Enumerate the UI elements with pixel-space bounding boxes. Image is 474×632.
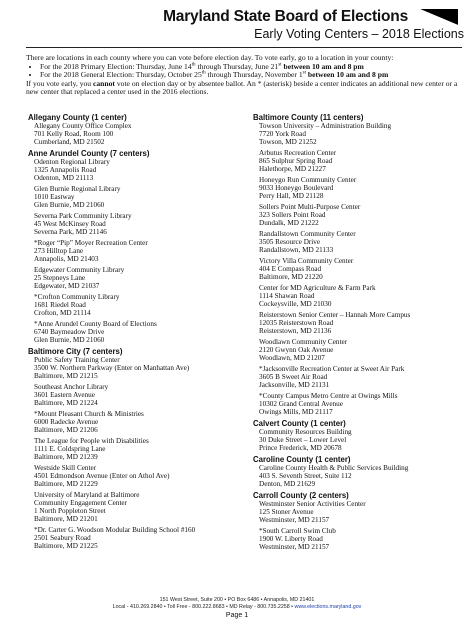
voting-center	[28, 383, 228, 407]
address-line: 865 Sulphur Spring Road	[259, 157, 333, 166]
voting-center	[253, 428, 453, 452]
address-line: Towson University – Administration Building	[259, 122, 392, 130]
address-line: Towson, MD 21252	[259, 138, 317, 147]
header-divider	[26, 47, 462, 48]
address-line: 25 Stepneys Lane	[34, 274, 86, 282]
voting-center	[253, 500, 453, 524]
voting-center	[28, 464, 228, 488]
address-line: Baltimore, MD 21239	[34, 452, 98, 461]
flag-icon	[420, 9, 458, 25]
address-line: 3500 W. Northern Parkway (Enter on Manhattan Ave)	[34, 363, 190, 372]
address-line: Reisterstown Senior Center – Hannah More Campus	[259, 310, 411, 319]
early-voting-note: If you vote early, you cannot vote on election day or by absentee ballot. An * (asterisk) beside a center indicates an additional new center or a new center that replaced a center used in the 2016 elections.	[26, 78, 458, 96]
county-heading: Anne Arundel County (7 centers)	[28, 148, 150, 158]
address-line: 6740 Baymeadow Drive	[34, 327, 105, 336]
voting-center	[28, 356, 228, 380]
address-line: Halethorpe, MD 21227	[259, 165, 326, 174]
voting-center	[253, 365, 453, 389]
address-line: 3605 B Sweet Air Road	[259, 372, 328, 381]
county-heading: Allegany County (1 center)	[28, 113, 127, 122]
page-number: Page 1	[225, 612, 249, 619]
general-election-dates: • For the 2018 General Election: Thursday, October 25th through Thursday, November 1st between 10 am and 8 pm	[40, 71, 458, 80]
voting-center	[253, 464, 453, 488]
address-line: Westside Skill Center	[34, 463, 97, 472]
address-line: Public Safety Training Center	[34, 355, 120, 364]
voting-center	[28, 122, 228, 146]
address-line: Owings Mills, MD 21117	[259, 408, 333, 416]
address-line: Severna Park, MD 21146	[34, 228, 107, 237]
address-line: Baltimore, MD 21215	[34, 372, 98, 381]
voting-center	[253, 257, 453, 281]
address-line: 12035 Reisterstown Road	[259, 318, 334, 327]
page-title: Maryland State Board of Elections	[163, 8, 408, 25]
address-line: Randallstown Community Center	[259, 229, 356, 238]
address-line: 323 Sollers Point Road	[259, 211, 326, 220]
address-line: 30 Duke Street – Lower Level	[259, 435, 347, 444]
address-line: Southeast Anchor Library	[34, 382, 109, 391]
address-line: Caroline County Health & Public Services Building	[259, 463, 409, 472]
county-heading: Baltimore County (11 centers)	[253, 113, 364, 122]
address-line: 7720 York Road	[259, 130, 306, 139]
address-line: *Crofton Community Library	[34, 292, 120, 301]
address-line: Allegany County Office Complex	[34, 122, 132, 130]
address-line: Prince Frederick, MD 20678	[259, 443, 342, 452]
voting-center	[28, 212, 228, 236]
address-line: Reisterstown, MD 21136	[259, 327, 332, 336]
voting-center	[253, 392, 453, 416]
address-line: Edgewater Community Library	[34, 265, 125, 274]
address-line: Cumberland, MD 21502	[34, 138, 105, 147]
address-line: Odenton, MD 21113	[34, 174, 94, 183]
address-line: Community Engagement Center	[34, 498, 128, 507]
election-dates-list	[26, 63, 458, 80]
address-line: 10302 Grand Central Avenue	[259, 399, 343, 408]
address-line: 3505 Resource Drive	[259, 238, 321, 247]
voting-center	[28, 185, 228, 209]
address-line: 1 North Poppleton Street	[34, 506, 106, 515]
intro-paragraph: There are locations in each county where you can vote before election day. To vote early, go to a location in your county:	[26, 53, 394, 62]
address-line: 3601 Eastern Avenue	[34, 390, 95, 399]
address-line: 1111 E. Coldspring Lane	[34, 444, 106, 453]
address-line: Victory Villa Community Center	[259, 256, 354, 265]
page-header	[0, 0, 474, 54]
address-line: Dundalk, MD 21222	[259, 219, 319, 228]
address-line: 1900 W. Liberty Road	[259, 534, 323, 543]
address-line: Center for MD Agriculture & Farm Park	[259, 283, 376, 292]
address-line: The League for People with Disabilities	[34, 436, 149, 445]
voting-center	[28, 437, 228, 461]
address-line: Severna Park Community Library	[34, 211, 132, 220]
address-line: 701 Kelly Road, Room 100	[34, 130, 114, 139]
address-line: Denton, MD 21629	[259, 479, 316, 488]
address-line: Perry Hall, MD 21128	[259, 192, 324, 201]
address-line: *Mount Pleasant Church & Ministries	[34, 409, 144, 418]
address-line: University of Maryland at Baltimore	[34, 490, 140, 499]
address-line: Glen Burnie, MD 21060	[34, 336, 105, 345]
primary-election-dates: • For the 2018 Primary Election: Thursday, June 14th through Thursday, June 21st between 10 am and 8 pm	[40, 63, 458, 72]
voting-center	[253, 284, 453, 308]
county-heading: Carroll County (2 centers)	[253, 490, 349, 500]
address-line: 2501 Seabury Road	[34, 533, 91, 542]
address-line: Annapolis, MD 21403	[34, 255, 99, 264]
address-line: Honeygo Run Community Center	[259, 175, 357, 184]
address-line: *Dr. Carter G. Woodson Modular Building School #160	[34, 525, 196, 534]
address-line: Baltimore, MD 21229	[34, 479, 98, 488]
address-line: Cockeysville, MD 21030	[259, 300, 332, 309]
address-line: Odenton Regional Library	[34, 157, 110, 166]
address-line: *Roger “Pip” Moyer Recreation Center	[34, 238, 148, 247]
address-line: Jacksonville, MD 21131	[259, 381, 330, 390]
page-footer	[0, 597, 474, 611]
left-column	[28, 111, 228, 553]
right-column	[253, 111, 453, 554]
intro-text	[26, 54, 458, 97]
address-line: Woodlawn Community Center	[259, 337, 348, 346]
voting-center	[253, 527, 453, 551]
voting-center	[28, 410, 228, 434]
voting-center	[28, 158, 228, 182]
county-heading: Baltimore City (7 centers)	[28, 346, 123, 356]
address-line: 9033 Honeygo Boulevard	[259, 184, 334, 193]
voting-center	[253, 149, 453, 173]
address-line: 4501 Edmondson Avenue (Enter on Athol Ave)	[34, 471, 170, 480]
address-line: Baltimore, MD 21225	[34, 542, 98, 551]
county-heading: Caroline County (1 center)	[253, 454, 351, 464]
voting-center	[253, 338, 453, 362]
county-heading: Calvert County (1 center)	[253, 418, 346, 428]
address-line: Glen Burnie Regional Library	[34, 184, 121, 193]
address-line: Randallstown, MD 21133	[259, 246, 334, 255]
address-line: 1325 Annapolis Road	[34, 166, 97, 175]
page-subtitle: Early Voting Centers – 2018 Elections	[254, 27, 464, 41]
address-line: 45 West McKinsey Road	[34, 220, 106, 229]
voting-center	[253, 311, 453, 335]
address-line: 6000 Radecke Avenue	[34, 417, 99, 426]
address-line: Baltimore, MD 21224	[34, 399, 98, 408]
address-line: 1114 Shawan Road	[259, 291, 315, 300]
address-line: Woodlawn, MD 21207	[259, 354, 325, 363]
address-line: Edgewater, MD 21037	[34, 282, 100, 291]
address-line: Sollers Point Multi-Purpose Center	[259, 202, 361, 211]
address-line: Arbutus Recreation Center	[259, 148, 337, 157]
website-link[interactable]: www.elections.maryland.gov	[294, 604, 362, 610]
address-line: Community Resources Building	[259, 427, 352, 436]
voting-center	[253, 203, 453, 227]
address-line: 404 E Compass Road	[259, 265, 322, 273]
address-line: Baltimore, MD 21206	[34, 426, 98, 434]
address-line: 2120 Gwynn Oak Avenue	[259, 345, 334, 354]
address-line: 125 Stoner Avenue	[259, 507, 314, 516]
address-line: Westminster Senior Activities Center	[259, 499, 366, 508]
voting-center	[253, 176, 453, 200]
voting-center	[28, 239, 228, 263]
voting-center	[253, 122, 453, 146]
voting-center	[28, 491, 228, 524]
address-line: 273 Hilltop Lane	[34, 247, 84, 256]
voting-center	[28, 266, 228, 290]
address-line: *Anne Arundel County Board of Elections	[34, 319, 157, 328]
address-line: Glen Burnie, MD 21060	[34, 201, 105, 210]
address-line: Baltimore, MD 21201	[34, 515, 98, 524]
address-line: *County Campus Metro Centre at Owings Mills	[259, 391, 398, 400]
voting-center	[28, 293, 228, 317]
voting-center	[28, 526, 228, 550]
address-line: *Jacksonville Recreation Center at Sweet Air Park	[259, 364, 405, 373]
address-line: Crofton, MD 21114	[34, 309, 91, 318]
footer-address: 151 West Street, Suite 200 • PO Box 6486 • Annapolis, MD 21401	[159, 597, 315, 603]
voting-center	[253, 230, 453, 254]
address-line: 1010 Eastway	[34, 193, 75, 202]
address-line: Westminster, MD 21157	[259, 515, 330, 524]
address-line: Westminster, MD 21157	[259, 542, 330, 551]
address-line: 403 S. Seventh Street, Suite 112	[259, 471, 352, 480]
address-line: Baltimore, MD 21220	[259, 273, 323, 282]
address-line: 1681 Riedel Road	[34, 300, 86, 309]
footer-contact: Local - 410.269.2840 • Toll Free - 800.222.8683 • MD Relay - 800.735.2258 • www.elections.maryland.gov	[112, 604, 362, 610]
address-line: *South Carroll Swim Club	[259, 526, 336, 535]
voting-center	[28, 320, 228, 344]
